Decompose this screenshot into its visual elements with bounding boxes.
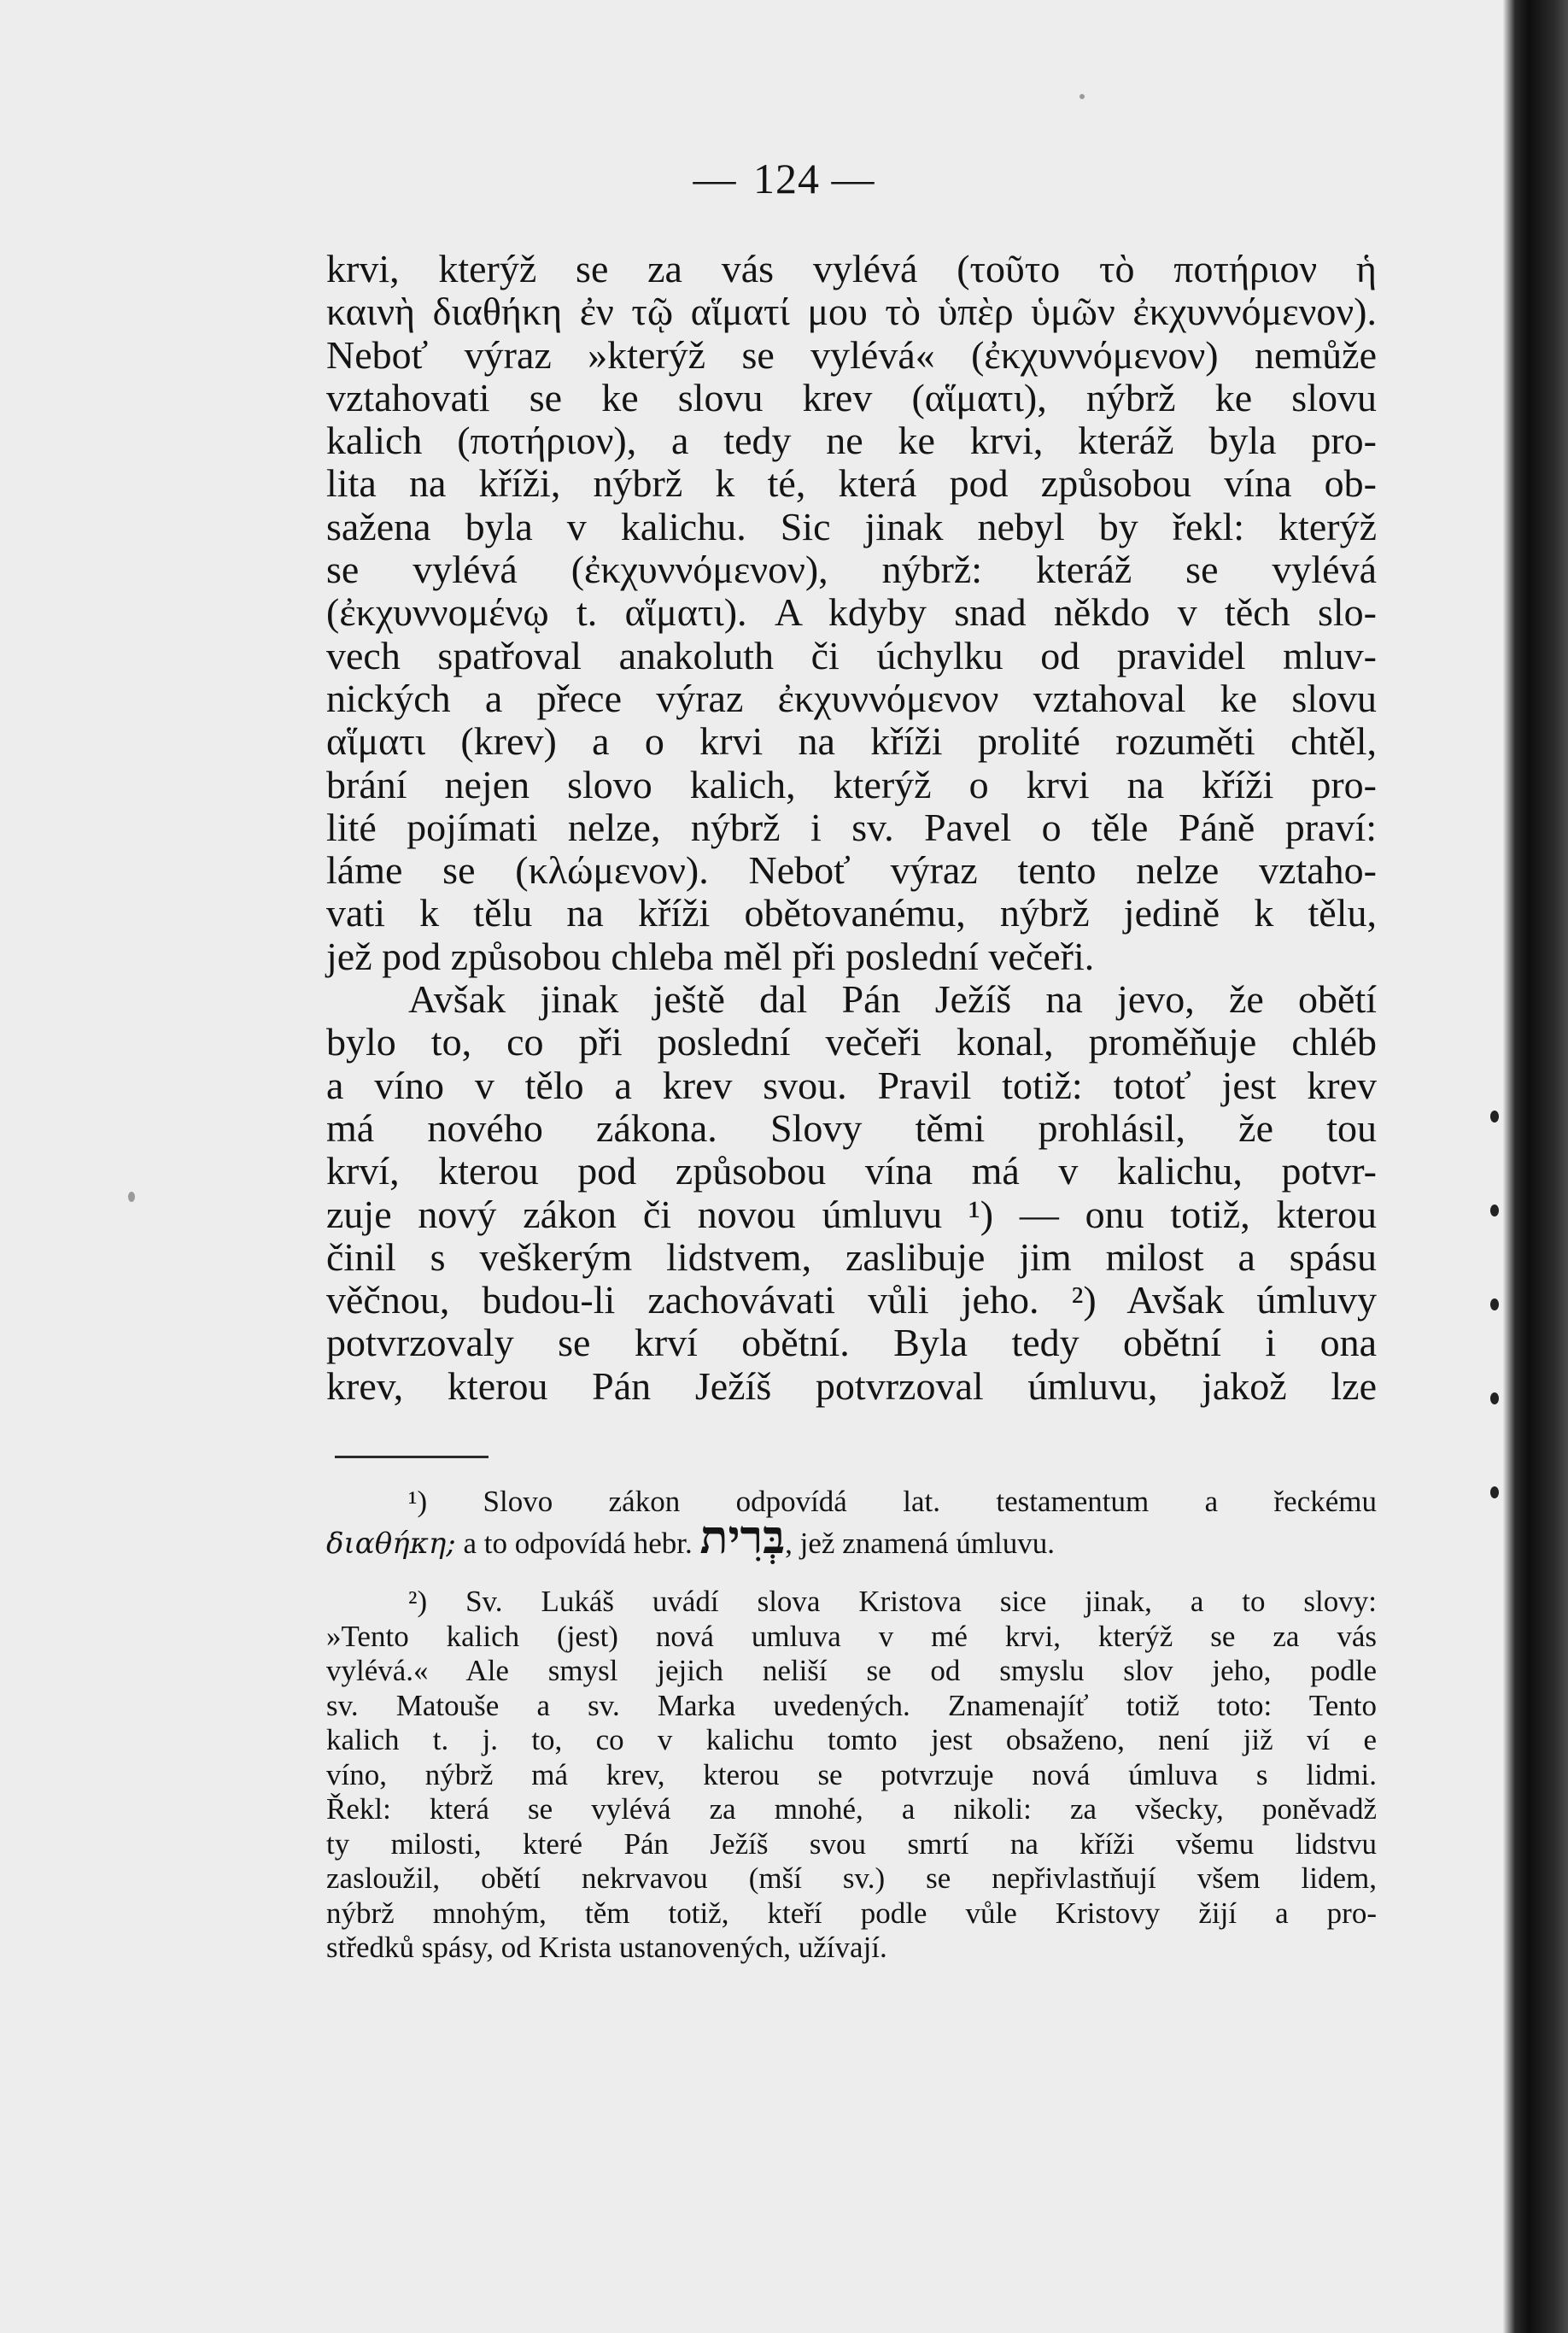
body-line: lita na kříži, nýbrž k té, která pod způsobou vína ob- <box>326 461 1377 506</box>
footnote-2-line: vylévá.« Ale smysl jejich neliší se od smyslu slov jeho, podle <box>326 1654 1377 1687</box>
body-line: věčnou, budou-li zachovávati vůli jeho. ²) Avšak úmluvy <box>326 1278 1377 1322</box>
page-header <box>0 154 1568 203</box>
footnote-2-line: středků spásy, od Krista ustanovených, užívají. <box>326 1931 887 1964</box>
page-number: 124 <box>753 155 820 202</box>
footnote-2-line: nýbrž mnohým, těm totiž, kteří podle vůle Kristovy žijí a pro- <box>326 1896 1377 1930</box>
body-line: Avšak jinak ještě dal Pán Ježíš na jevo, že obětí <box>408 977 1377 1022</box>
body-line: καινὴ διαθήκη ἐν τῷ αἵματί μου τὸ ὑπὲρ ὑμῶν ἐκχυννόμενον). <box>326 290 1377 334</box>
body-line: má nového zákona. Slovy těmi prohlásil, že tou <box>326 1105 1377 1150</box>
header-dash-left: — <box>693 155 737 202</box>
body-line: (ἐκχυννομένῳ t. αἵματι). A kdyby snad někdo v těch slo- <box>326 590 1377 635</box>
body-line: sažena byla v kalichu. Sic jinak nebyl by řekl: kterýž <box>326 504 1377 548</box>
body-line: krvi, kterýž se za vás vylévá (τοῦτο τὸ ποτήριον ἡ <box>326 247 1377 290</box>
footnote-2-line: kalich t. j. to, co v kalichu tomto jest obsaženo, není již ví e <box>326 1723 1377 1756</box>
body-line: potvrzovaly se krví obětní. Byla tedy obětní i ona <box>326 1321 1377 1365</box>
footnote-2-line: zasloužil, obětí nekrvavou (mší sv.) se nepřivlastňují všem lidem, <box>326 1861 1377 1895</box>
body-line: Neboť výraz »kterýž se vylévá« (ἐκχυννόμενον) nemůže <box>326 332 1377 377</box>
footnote-2-line: víno, nýbrž má krev, kterou se potvrzuje nová úmluva s lidmi. <box>326 1757 1377 1791</box>
body-line: vztahovati se ke slovu krev (αἵματι), nýbrž ke slovu <box>326 375 1377 419</box>
scan-speck <box>1490 1298 1499 1310</box>
body-line: bylo to, co při poslední večeři konal, proměňuje chléb <box>326 1020 1377 1064</box>
footnote-2-line <box>326 1585 1377 1620</box>
page-edge-shadow <box>1503 0 1568 2333</box>
scan-speck <box>1490 1486 1499 1498</box>
footnote-2-line: ty milosti, které Pán Ježíš svou smrtí na kříži všemu lidstvu <box>326 1826 1377 1861</box>
scan-speck <box>1490 1392 1499 1404</box>
body-text <box>326 248 1377 1408</box>
footnote-1-text2: a to odpovídá hebr. <box>463 1526 693 1560</box>
footnote-2-line: Řekl: která se vylévá za mnohé, a nikoli: za všecky, poněvadž <box>326 1792 1377 1826</box>
scan-speck <box>128 1192 135 1202</box>
footnote-2-marker: ²) <box>408 1585 428 1618</box>
body-line: nických a přece výraz ἐκχυννόμενον vztahoval ke slovu <box>326 676 1377 720</box>
footnote-1-marker: ¹) <box>408 1485 428 1518</box>
footnotes <box>326 1485 1377 1966</box>
body-line: kalich (ποτήριον), a tedy ne ke krvi, kteráž byla pro- <box>326 419 1377 463</box>
footnote-1-line <box>326 1485 1377 1520</box>
body-line: lité pojímati nelze, nýbrž i sv. Pavel o těle Páně praví: <box>326 805 1377 849</box>
footnote-2-line: sv. Matouše a sv. Marka uvedených. Znamenajíť totiž toto: Tento <box>326 1688 1377 1722</box>
body-line: činil s veškerým lidstvem, zaslibuje jim milost a spásu <box>326 1234 1377 1279</box>
footnote-2-line: »Tento kalich (jest) nová umluva v mé krvi, kterýž se za vás <box>326 1619 1377 1653</box>
footnote-1-line2 <box>326 1509 1377 1564</box>
body-line: vech spatřoval anakoluth či úchylku od pravidel mluv- <box>326 633 1377 677</box>
body-line: a víno v tělo a krev svou. Pravil totiž: totoť jest krev <box>326 1063 1377 1107</box>
body-line: αἵματι (krev) a o krvi na kříži prolité rozuměti chtěl, <box>326 719 1377 764</box>
footnote-1-text: Slovo zákon odpovídá lat. testamentum a řeckému <box>483 1485 1377 1518</box>
body-line: krví, kterou pod způsobou vína má v kalichu, potvr- <box>326 1149 1377 1193</box>
footnote-1-end: , jež znamená úmluvu. <box>785 1526 1056 1560</box>
scan-speck <box>1490 1111 1499 1123</box>
footnote-1-greek: διαθήκη; <box>326 1526 456 1561</box>
body-line: se vylévá (ἐκχυννόμενον), nýbrž: kteráž se vylévá <box>326 548 1377 592</box>
body-line: láme se (κλώμενον). Neboť výraz tento nelze vztaho- <box>326 848 1377 893</box>
scan-speck <box>1079 94 1085 99</box>
header-dash-right: — <box>831 155 875 202</box>
footnote-2-text: Sv. Lukáš uvádí slova Kristova sice jinak, a to slovy: <box>465 1585 1377 1618</box>
body-line: jež pod způsobou chleba měl při poslední večeři. <box>326 934 1095 978</box>
footnote-separator <box>335 1456 489 1458</box>
body-line: zuje nový zákon či novou úmluvu ¹) — onu totiž, kterou <box>326 1192 1377 1236</box>
scan-speck <box>1490 1205 1499 1216</box>
footnote-1-hebrew: בְּרִית <box>699 1509 786 1564</box>
body-line: krev, kterou Pán Ježíš potvrzoval úmluvu, jakož lze <box>326 1363 1377 1408</box>
body-line: vati k tělu na kříži obětovanému, nýbrž jedině k tělu, <box>326 891 1377 935</box>
body-line: brání nejen slovo kalich, kterýž o krvi na kříži pro- <box>326 762 1377 806</box>
